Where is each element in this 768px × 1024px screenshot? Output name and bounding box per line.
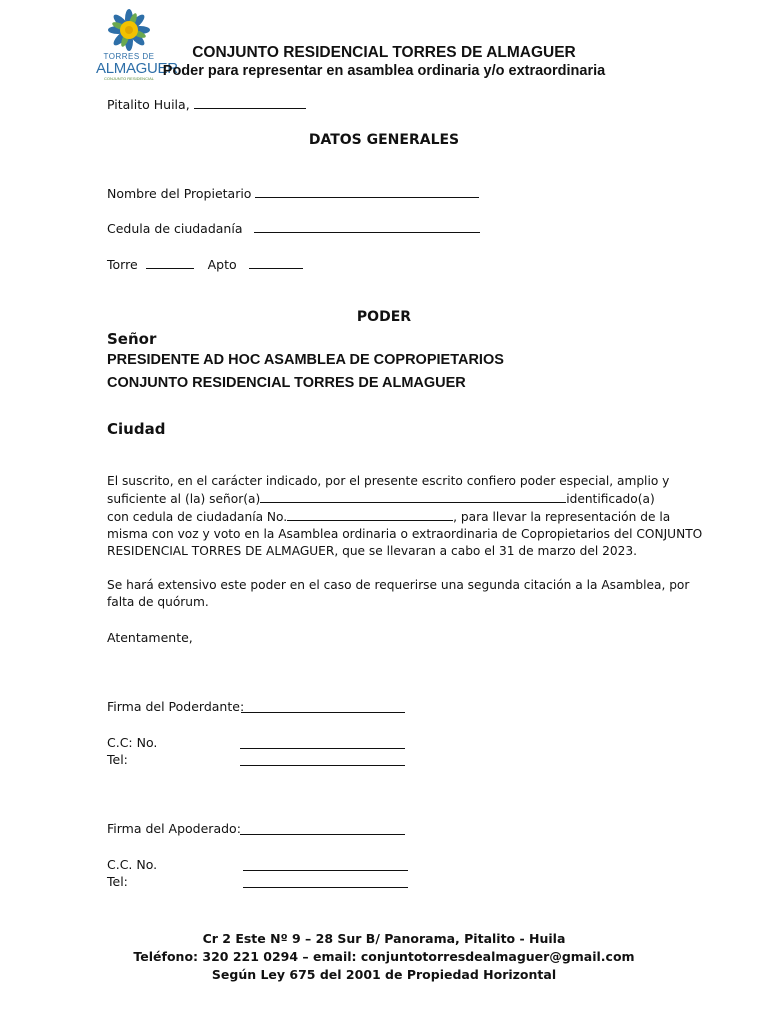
cc-label: C.C: No.	[107, 735, 158, 750]
paragraph-line	[107, 490, 661, 508]
representative-label: suficiente al (la) señor(a)	[107, 492, 261, 506]
apoderado-signature-blank[interactable]	[240, 834, 405, 835]
logo-tagline: CONJUNTO RESIDENCIAL	[104, 76, 154, 81]
addressee-line-2: CONJUNTO RESIDENCIAL TORRES DE ALMAGUER	[107, 375, 466, 391]
footer-contact: Teléfono: 320 221 0294 – email: conjuntotorresdealmaguer@gmail.com	[133, 949, 635, 964]
poderdante-tel-blank[interactable]	[240, 765, 405, 766]
torre-blank[interactable]	[146, 256, 194, 269]
representative-id-blank[interactable]	[287, 508, 453, 521]
addressee-line-1: PRESIDENTE AD HOC ASAMBLEA DE COPROPIETARIOS	[107, 352, 504, 368]
date-blank[interactable]	[194, 96, 306, 109]
id-label: Cedula de ciudadanía	[107, 221, 243, 236]
paragraph-line: RESIDENCIAL TORRES DE ALMAGUER, que se llevaran a cabo el 31 de marzo del 2023.	[107, 544, 637, 558]
representation-text: , para llevar la representación de la	[453, 510, 671, 524]
logo-main-text: ALMAGUER	[96, 60, 178, 77]
apoderado-cc-blank[interactable]	[243, 870, 408, 871]
tel-label: Tel:	[107, 874, 128, 889]
closing: Atentamente,	[107, 630, 193, 645]
identified-label: identificado(a)	[566, 492, 655, 506]
paragraph-line	[107, 508, 671, 526]
apoderado-label: Firma del Apoderado:	[107, 821, 241, 836]
torre-label: Torre	[107, 257, 138, 272]
place-date-line	[107, 96, 306, 112]
poder-heading: PODER	[356, 309, 412, 325]
id-number-row	[107, 220, 480, 236]
paragraph-line: misma con voz y voto en la Asamblea ordinaria o extraordinaria de Copropietarios del CONJUNTO	[107, 527, 703, 541]
poderdante-tel-row	[107, 752, 427, 772]
owner-name-row	[107, 185, 479, 201]
id-number-blank[interactable]	[254, 220, 480, 233]
document-title: CONJUNTO RESIDENCIAL TORRES DE ALMAGUER	[192, 44, 576, 61]
tel-label: Tel:	[107, 752, 128, 767]
apto-blank[interactable]	[249, 256, 303, 269]
poderdante-label: Firma del Poderdante:	[107, 699, 245, 714]
cedula-label: con cedula de ciudadanía No.	[107, 510, 288, 524]
datos-generales-heading: DATOS GENERALES	[308, 132, 460, 148]
paragraph-line: falta de quórum.	[107, 595, 209, 609]
torre-apto-row	[107, 256, 303, 272]
poderdante-cc-blank[interactable]	[240, 748, 405, 749]
salutation: Señor	[107, 330, 157, 348]
poderdante-signature-blank[interactable]	[241, 712, 405, 713]
document-subtitle: Poder para representar en asamblea ordinaria y/o extraordinaria	[162, 63, 606, 79]
apoderado-tel-row	[107, 874, 427, 894]
apoderado-signature-row	[107, 821, 427, 841]
representative-name-blank[interactable]	[260, 490, 566, 503]
footer-address: Cr 2 Este Nº 9 – 28 Sur B/ Panorama, Pitalito - Huila	[202, 931, 566, 946]
paragraph-line: El suscrito, en el carácter indicado, por el presente escrito confiero poder especial, amplio y	[107, 474, 670, 488]
apoderado-tel-blank[interactable]	[243, 887, 408, 888]
power-paragraph	[107, 473, 703, 560]
poderdante-signature-row	[107, 699, 427, 719]
place-label: Pitalito Huila,	[107, 97, 190, 112]
owner-label: Nombre del Propietario	[107, 186, 252, 201]
city-label: Ciudad	[107, 420, 166, 438]
footer-law: Según Ley 675 del 2001 de Propiedad Horizontal	[211, 967, 557, 982]
owner-name-blank[interactable]	[255, 185, 479, 198]
paragraph-line: Se hará extensivo este poder en el caso de requerirse una segunda citación a la Asamblea, por	[107, 578, 690, 592]
cc-label: C.C. No.	[107, 857, 158, 872]
extension-paragraph	[107, 577, 690, 611]
apto-label: Apto	[207, 257, 237, 272]
logo-top-text: TORRES DE	[103, 52, 155, 61]
